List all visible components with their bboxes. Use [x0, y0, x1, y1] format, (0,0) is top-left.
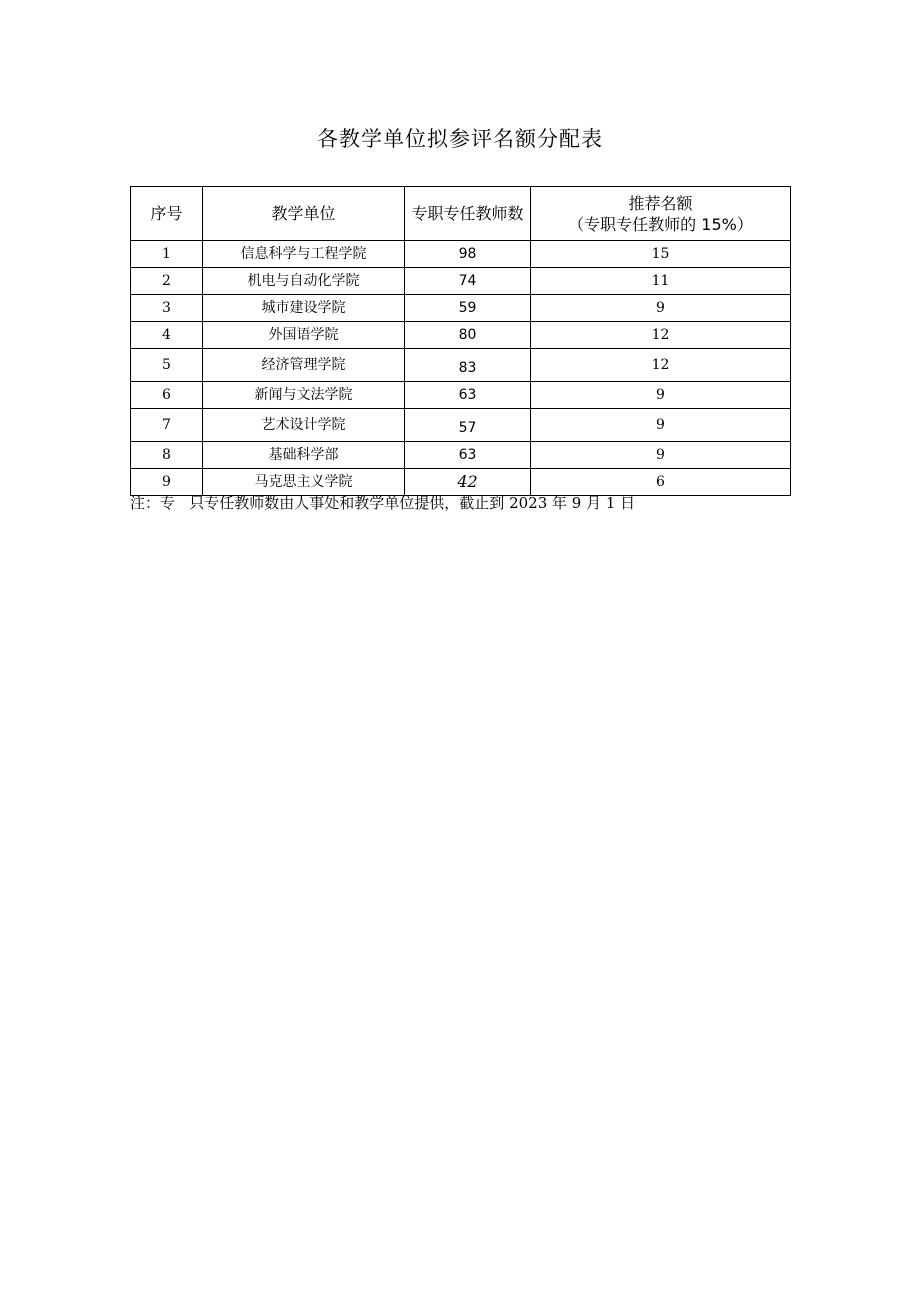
- page-title: 各教学单位拟参评名额分配表: [317, 127, 603, 151]
- cell-quota: 9: [531, 295, 791, 322]
- cell-index: 4: [131, 322, 203, 349]
- quota-allocation-table: [130, 186, 791, 496]
- cell-teachers: 80: [405, 322, 531, 349]
- cell-quota: 9: [531, 409, 791, 442]
- cell-unit: 信息科学与工程学院: [203, 241, 405, 268]
- cell-teachers: 63: [405, 382, 531, 409]
- cell-teachers: 57: [405, 409, 531, 442]
- table-row: [131, 241, 791, 268]
- header-quota-line2: （专职专任教师的 15%）: [568, 214, 753, 234]
- cell-unit: 机电与自动化学院: [203, 268, 405, 295]
- cell-unit: 新闻与文法学院: [203, 382, 405, 409]
- cell-index: 7: [131, 409, 203, 442]
- cell-index: 2: [131, 268, 203, 295]
- cell-teachers: 59: [405, 295, 531, 322]
- table-row: [131, 295, 791, 322]
- table-row: [131, 382, 791, 409]
- table-row: [131, 442, 791, 469]
- cell-unit: 艺术设计学院: [203, 409, 405, 442]
- cell-index: 1: [131, 241, 203, 268]
- table-header-row: [131, 187, 791, 241]
- header-quota: [531, 187, 791, 241]
- table-row: [131, 322, 791, 349]
- cell-unit: 马克思主义学院: [203, 469, 405, 496]
- table-row: [131, 409, 791, 442]
- cell-index: 6: [131, 382, 203, 409]
- cell-index: 3: [131, 295, 203, 322]
- table-row: [131, 349, 791, 382]
- cell-quota: 11: [531, 268, 791, 295]
- cell-index: 8: [131, 442, 203, 469]
- cell-quota: 9: [531, 382, 791, 409]
- cell-unit: 经济管理学院: [203, 349, 405, 382]
- header-teachers: 专职专任教师数: [405, 187, 531, 241]
- cell-index: 5: [131, 349, 203, 382]
- table-row: [131, 268, 791, 295]
- cell-teachers: 98: [405, 241, 531, 268]
- cell-quota: 6: [531, 469, 791, 496]
- cell-index: 9: [131, 469, 203, 496]
- cell-unit: 外国语学院: [203, 322, 405, 349]
- header-index: 序号: [131, 187, 203, 241]
- cell-quota: 15: [531, 241, 791, 268]
- cell-teachers: 74: [405, 268, 531, 295]
- header-unit: 教学单位: [203, 187, 405, 241]
- cell-unit: 基础科学部: [203, 442, 405, 469]
- header-quota-line1: 推荐名额: [628, 193, 693, 213]
- cell-quota: 12: [531, 322, 791, 349]
- cell-teachers: 42: [405, 469, 531, 496]
- cell-unit: 城市建设学院: [203, 295, 405, 322]
- footnote: 注：专 只专任教师数由人事处和教学单位提供，截止到 2023 年 9 月 1 日: [130, 494, 636, 512]
- cell-teachers: 83: [405, 349, 531, 382]
- cell-quota: 9: [531, 442, 791, 469]
- cell-teachers: 63: [405, 442, 531, 469]
- cell-quota: 12: [531, 349, 791, 382]
